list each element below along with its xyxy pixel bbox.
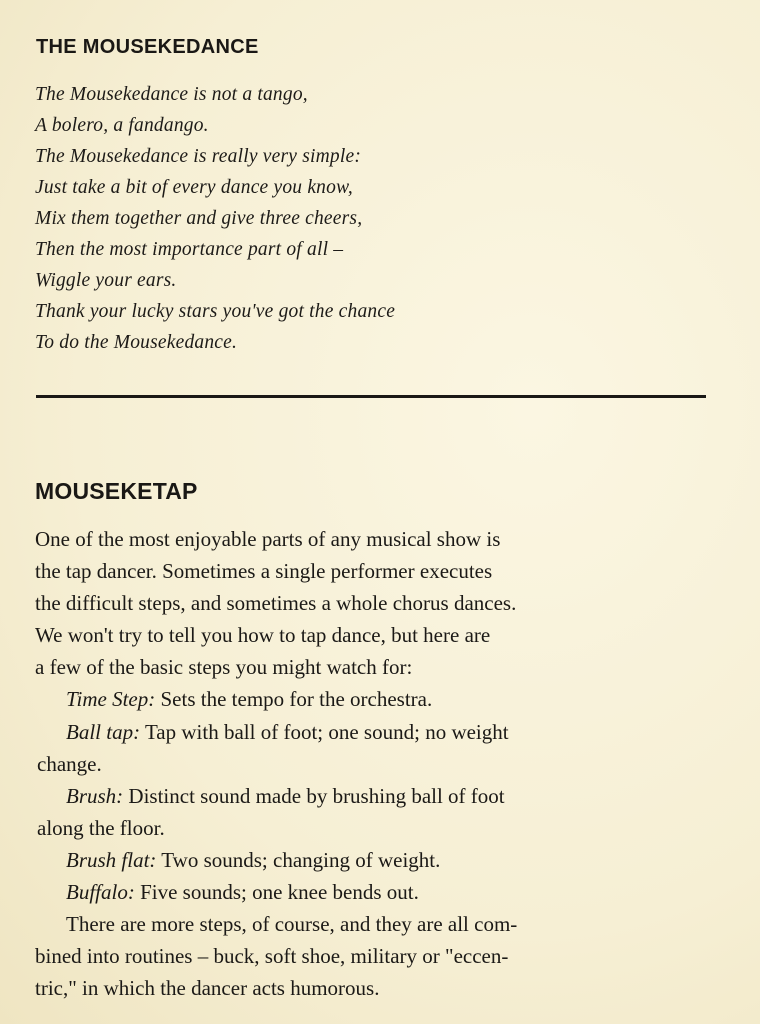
step-term: Brush flat: [66, 847, 157, 872]
poem-line: To do the Mousekedance. [35, 332, 238, 353]
step-description: Sets the tempo for the orchestra. [155, 687, 433, 712]
step-brush-flat [35, 844, 715, 876]
poem-line: The Mousekedance is really very simple: [35, 146, 362, 167]
step-ball-tap [35, 716, 715, 748]
step-continuation: along the floor. [37, 815, 165, 840]
poem-line: A bolero, a fandango. [35, 115, 209, 136]
closing-line: tric," in which the dancer acts humorous. [35, 976, 380, 1001]
poem-line: Wiggle your ears. [35, 270, 177, 291]
step-description: Two sounds; changing of weight. [156, 847, 441, 872]
mousekedance-title: THE MOUSEKEDANCE [36, 36, 259, 58]
step-term: Ball tap: [66, 719, 141, 744]
step-buffalo [35, 876, 715, 908]
poem-line: The Mousekedance is not a tango, [35, 84, 308, 105]
intro-line: a few of the basic steps you might watch for: [35, 655, 413, 680]
step-description: Distinct sound made by brushing ball of foot [123, 783, 505, 808]
step-term: Buffalo: [66, 880, 135, 905]
intro-line: One of the most enjoyable parts of any musical show is [35, 527, 501, 551]
step-description: Five sounds; one knee bends out. [134, 880, 419, 905]
step-brush [35, 780, 715, 812]
section-divider [36, 395, 706, 398]
mousekedance-poem [35, 79, 395, 358]
intro-line: We won't try to tell you how to tap dance, but here are [35, 623, 491, 648]
poem-line: Thank your lucky stars you've got the chance [35, 301, 396, 322]
step-time-step [35, 683, 715, 715]
intro-line: the difficult steps, and sometimes a whole chorus dances. [35, 591, 517, 616]
step-continuation: change. [37, 751, 102, 776]
poem-line: Then the most importance part of all – [35, 239, 344, 260]
intro-line: the tap dancer. Sometimes a single performer executes [35, 559, 493, 584]
step-term: Brush: [66, 783, 124, 808]
step-description: Tap with ball of foot; one sound; no weight [140, 719, 509, 744]
mouseketap-title: MOUSEKETAP [35, 478, 198, 504]
poem-line: Just take a bit of every dance you know, [35, 177, 353, 198]
closing-line: There are more steps, of course, and they are all com- [66, 912, 518, 937]
poem-line: Mix them together and give three cheers, [35, 208, 363, 229]
closing-line: bined into routines – buck, soft shoe, military or "eccen- [35, 944, 509, 969]
step-term: Time Step: [66, 687, 156, 712]
mouseketap-body [35, 523, 715, 1004]
